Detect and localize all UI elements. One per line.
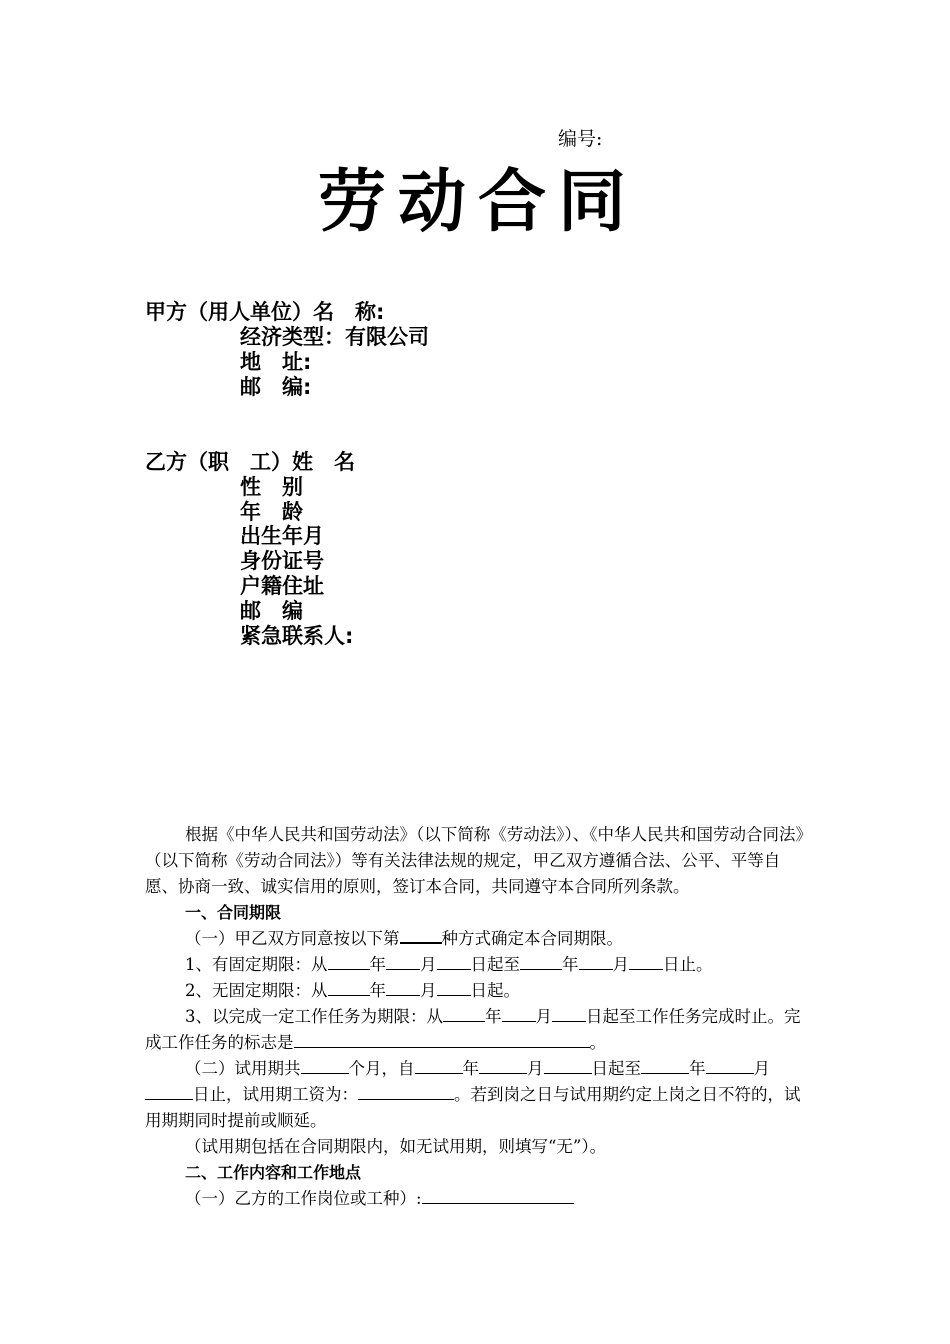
year-word: 年	[485, 1007, 502, 1026]
probation-note: （试用期包括在合同期限内，如无试用期，则填写“无”）。	[185, 1137, 607, 1156]
party-b-birth: 出生年月	[240, 524, 324, 548]
month-word: 月	[527, 1059, 544, 1078]
clause-fixed-term	[145, 952, 813, 978]
month-word: 月	[753, 1059, 770, 1078]
open-start-month-blank[interactable]	[386, 979, 420, 996]
party-b-heading: 乙方（职 工）姓 名	[145, 450, 355, 474]
task-term-label: 3、以完成一定工作任务为期限：从	[185, 1007, 443, 1026]
contract-title: 劳动合同	[318, 163, 639, 242]
open-start-year-blank[interactable]	[328, 979, 370, 996]
fixed-start-year-blank[interactable]	[328, 953, 370, 970]
probation-mid2: 日止，试用期工资为：	[193, 1085, 358, 1104]
year-word: 年	[562, 955, 579, 974]
party-b-emergency-contact: 紧急联系人:	[240, 624, 354, 648]
month-word: 月	[420, 981, 437, 1000]
open-term-label: 2、无固定期限：从	[185, 981, 328, 1000]
fixed-end-day-blank[interactable]	[629, 953, 663, 970]
clause-task-term	[145, 1004, 813, 1056]
clause-open-term	[145, 978, 813, 1004]
month-word: 月	[612, 955, 629, 974]
year-word: 年	[462, 1059, 479, 1078]
serial-number-label: 编号:	[558, 128, 603, 150]
year-word: 年	[369, 981, 386, 1000]
clause-1-1-post: 种方式确定本合同期限。	[441, 929, 623, 948]
day-from-word: 日起。	[470, 981, 520, 1000]
party-b-id-number: 身份证号	[240, 549, 324, 573]
task-completion-mark-blank[interactable]	[294, 1031, 590, 1048]
fixed-end-month-blank[interactable]	[579, 953, 613, 970]
contract-body	[145, 822, 813, 1212]
day-start-word: 日起至	[470, 955, 520, 974]
intro-paragraph: 根据《中华人民共和国劳动法》（以下简称《劳动法》）、《中华人民共和国劳动合同法》（以下简称《劳动合同法》）等有关法律法规的规定，甲乙双方遵循合法、公平、平等自愿、协商一致、诚实信用的原则，签订本合同，共同遵守本合同所列条款。	[145, 825, 812, 896]
section-1-heading: 一、合同期限	[185, 903, 282, 922]
section-2-heading: 二、工作内容和工作地点	[185, 1163, 362, 1182]
year-word: 年	[689, 1059, 706, 1078]
probation-post: 。若到岗之日与试用期约定上岗之日不符的，试用期期同时提前或顺延。	[145, 1085, 801, 1130]
party-a-econ-type: 经济类型：有限公司	[240, 325, 429, 349]
probation-end-month-blank[interactable]	[706, 1057, 754, 1074]
day-start-word: 日起至	[591, 1059, 641, 1078]
probation-label: （二）试用期共	[185, 1059, 301, 1078]
party-a-address: 地 址:	[240, 350, 312, 374]
clause-2-1	[145, 1186, 813, 1212]
open-start-day-blank[interactable]	[437, 979, 471, 996]
year-word: 年	[369, 955, 386, 974]
party-b-household: 户籍住址	[240, 574, 324, 598]
task-start-month-blank[interactable]	[502, 1005, 536, 1022]
job-position-blank[interactable]	[422, 1187, 574, 1204]
party-b-age: 年 龄	[240, 500, 303, 524]
task-start-day-blank[interactable]	[552, 1005, 586, 1022]
probation-months-blank[interactable]	[301, 1057, 349, 1074]
party-b-postcode: 邮 编	[240, 599, 303, 623]
probation-wage-blank[interactable]	[358, 1083, 454, 1100]
period-mark: 。	[589, 1033, 606, 1052]
task-start-year-blank[interactable]	[443, 1005, 485, 1022]
method-number-blank[interactable]	[400, 926, 442, 944]
fixed-start-day-blank[interactable]	[437, 953, 471, 970]
task-term-mid: 日起至工作任务完成时止。完成工作任务的标志是	[145, 1007, 801, 1052]
month-word: 月	[420, 955, 437, 974]
clause-1-1-pre: （一）甲乙双方同意按以下第	[185, 929, 400, 948]
party-a-postcode: 邮 编:	[240, 375, 312, 399]
fixed-start-month-blank[interactable]	[386, 953, 420, 970]
job-position-label: （一）乙方的工作岗位或工种）:	[185, 1189, 422, 1208]
clause-probation	[145, 1056, 813, 1134]
probation-mid1: 个月，自	[348, 1059, 415, 1078]
day-end-word: 日止。	[663, 955, 713, 974]
probation-end-day-blank[interactable]	[145, 1083, 193, 1100]
party-b-gender: 性 别	[240, 475, 303, 499]
probation-start-month-blank[interactable]	[479, 1057, 527, 1074]
fixed-term-label: 1、有固定期限：从	[185, 955, 328, 974]
party-a-heading: 甲方（用人单位）名 称:	[145, 300, 385, 324]
fixed-end-year-blank[interactable]	[520, 953, 562, 970]
probation-start-year-blank[interactable]	[415, 1057, 463, 1074]
probation-end-year-blank[interactable]	[641, 1057, 689, 1074]
month-word: 月	[535, 1007, 552, 1026]
clause-1-1	[145, 926, 813, 952]
probation-start-day-blank[interactable]	[544, 1057, 592, 1074]
